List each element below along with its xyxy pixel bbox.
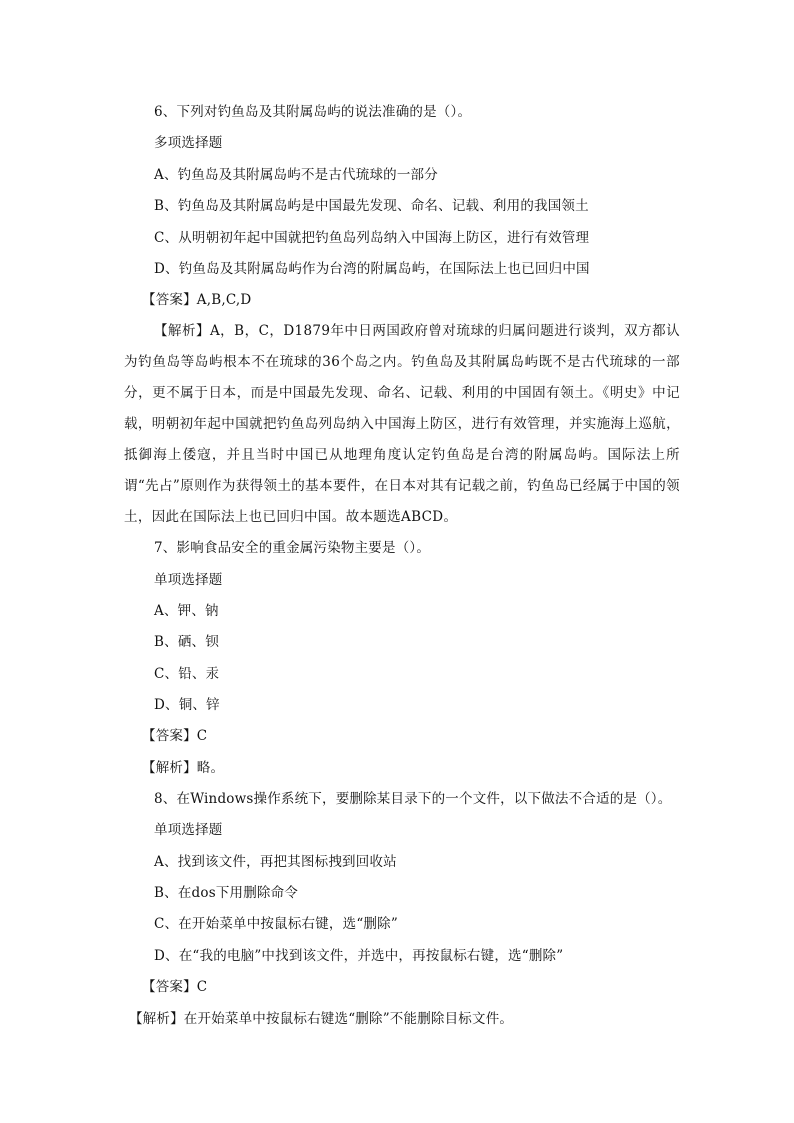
question-8-stem: 8、在Windows操作系统下，要删除某目录下的一个文件，以下做法不合适的是（）。: [154, 791, 672, 807]
question-7-analysis: 【解析】略。: [142, 760, 225, 776]
question-6-answer: 【答案】A,B,C,D: [142, 292, 252, 308]
question-6-type: 多项选择题: [154, 135, 223, 151]
question-7-option-a: A、钾、钠: [154, 603, 219, 619]
question-7-option-c: C、铅、汞: [154, 666, 220, 682]
question-8-option-b: B、在dos下用删除命令: [154, 885, 299, 901]
question-7-option-b: B、硒、钡: [154, 634, 219, 650]
question-6-stem: 6、下列对钓鱼岛及其附属岛屿的说法准确的是（）。: [154, 104, 472, 120]
question-8-type: 单项选择题: [154, 822, 223, 838]
question-8-analysis: 【解析】在开始菜单中按鼠标右键选“删除”不能删除目标文件。: [129, 1011, 514, 1027]
question-6-analysis: 【解析】A，B，C，D1879年中日两国政府曾对琉球的归属问题进行谈判，双方都认为钓鱼岛等岛屿根本不在琉球的36个岛之内。钓鱼岛及其附属岛屿既不是古代琉球的一部分，更不属于日本，而是中国最先发现、命名、记载、利用的中国固有领土。《明史》中记载，明朝初年起中国就把钓鱼岛列岛纳入中国海上防区，进行有效管理，并实施海上巡航，抵御海上倭寇，并且当时中国已从地理角度认定钓鱼岛是台湾的附属岛屿。国际法上所谓“先占”原则作为获得领土的基本要件，在日本对其有记载之前，钓鱼岛已经属于中国的领土，因此在国际法上也已回归中国。故本题选ABCD。: [124, 323, 680, 525]
question-8-option-d: D、在“我的电脑”中找到该文件，并选中，再按鼠标右键，选“删除”: [154, 948, 564, 964]
question-7-option-d: D、铜、锌: [154, 697, 220, 713]
question-7-type: 单项选择题: [154, 572, 223, 588]
question-6-option-b: B、钓鱼岛及其附属岛屿是中国最先发现、命名、记载、利用的我国领土: [154, 198, 589, 214]
question-6-option-a: A、钓鱼岛及其附属岛屿不是古代琉球的一部分: [154, 167, 438, 183]
question-8-option-a: A、找到该文件，再把其图标拽到回收站: [154, 854, 397, 870]
question-8-option-c: C、在开始菜单中按鼠标右键，选“删除”: [154, 916, 398, 932]
question-6-option-d: D、钓鱼岛及其附属岛屿作为台湾的附属岛屿，在国际法上也已回归中国: [154, 261, 590, 277]
question-7-answer: 【答案】C: [142, 728, 208, 744]
question-7-stem: 7、影响食品安全的重金属污染物主要是（）。: [154, 540, 431, 556]
question-8-answer: 【答案】C: [142, 979, 208, 995]
question-6-option-c: C、从明朝初年起中国就把钓鱼岛列岛纳入中国海上防区，进行有效管理: [154, 230, 590, 246]
